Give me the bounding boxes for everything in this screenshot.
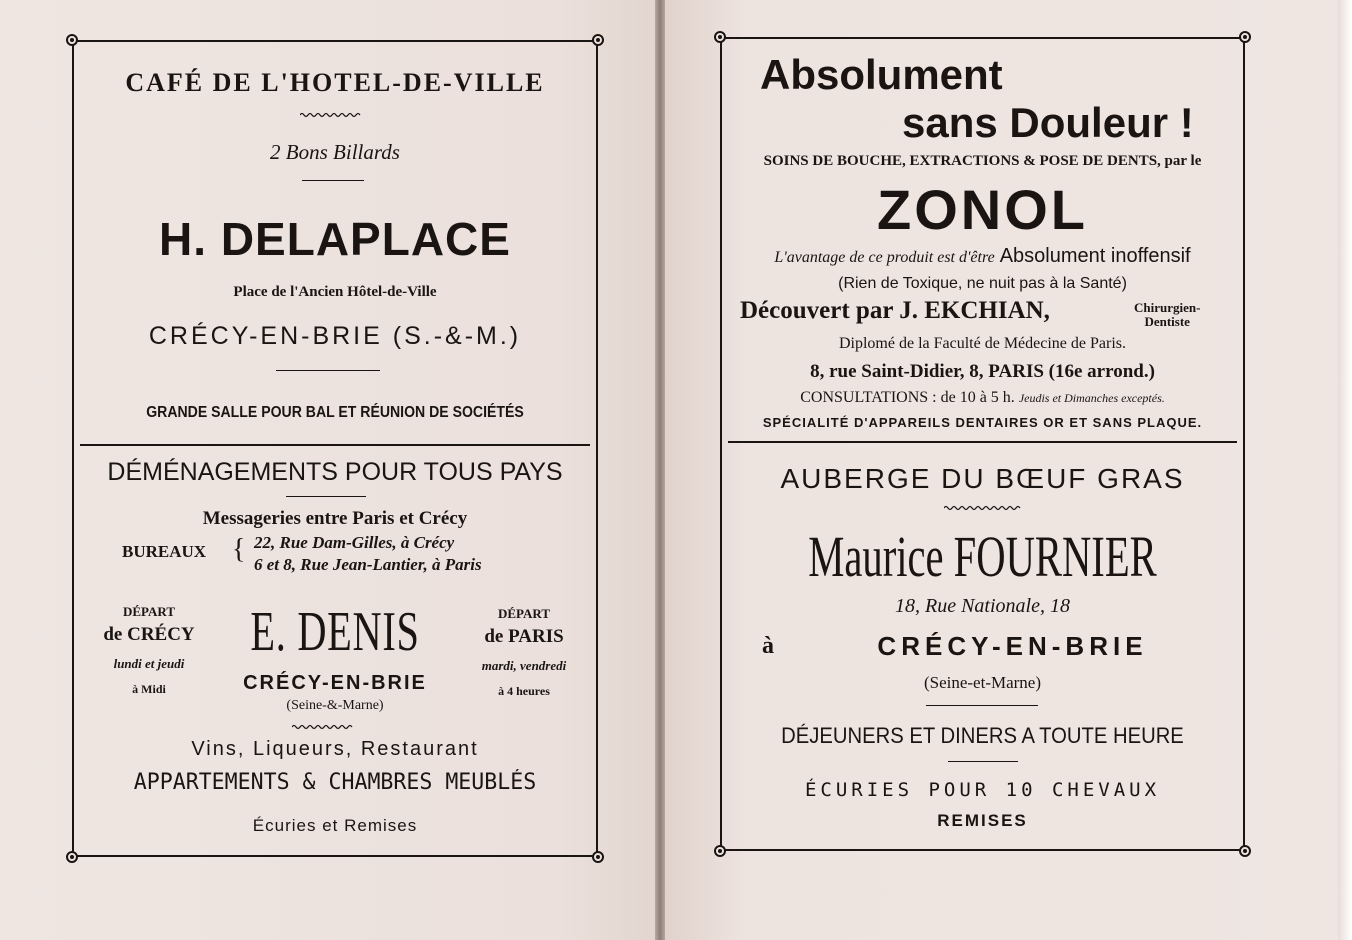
cafe-title: CAFÉ DE L'HOTEL-DE-VILLE <box>125 68 545 97</box>
vins-text: Vins, Liqueurs, Restaurant <box>191 738 479 760</box>
depart-label: DÉPART <box>497 606 551 621</box>
bureaux-line: 6 et 8, Rue Jean-Lantier, à Paris <box>254 555 482 574</box>
auberge-dejeuners: DÉJEUNERS ET DINERS A TOUTE HEURE <box>781 723 1184 748</box>
bureaux-label: BUREAUX <box>122 542 207 561</box>
corner-ornament-icon <box>592 851 604 863</box>
billards-text: 2 Bons Billards <box>270 140 400 164</box>
zonol-headline-1: Absolument <box>760 51 1003 98</box>
zonol-headline-2: sans Douleur ! <box>902 99 1194 146</box>
demenagements-title: DÉMÉNAGEMENTS POUR TOUS PAYS <box>107 458 563 486</box>
appartements-text: APPARTEMENTS & CHAMBRES MEUBLÉS <box>133 770 537 795</box>
denis-town: CRÉCY-EN-BRIE <box>243 672 427 694</box>
zonol-brand: ZONOL <box>877 178 1088 241</box>
auberge-dept: (Seine-et-Marne) <box>923 673 1042 692</box>
page-edge <box>1338 0 1352 940</box>
wavy-divider-icon <box>292 724 354 730</box>
auberge-town: CRÉCY-EN-BRIE <box>877 631 1148 661</box>
short-rule <box>286 496 366 497</box>
section-divider <box>728 441 1237 443</box>
auberge-a: à <box>762 633 774 659</box>
avantage-italic: L'avantage de ce produit est d'être <box>774 249 995 266</box>
avantage-rest: Absolument inoffensif <box>999 245 1191 267</box>
title-line: Dentiste <box>1144 314 1190 329</box>
depart-time: à Midi <box>132 682 166 696</box>
corner-ornament-icon <box>714 31 726 43</box>
ecuries-text: Écuries et Remises <box>252 816 418 835</box>
bureaux-line: 22, Rue Dam-Gilles, à Crécy <box>254 533 455 552</box>
wavy-divider-icon <box>944 505 1022 511</box>
depart-place: de CRÉCY <box>103 624 195 645</box>
short-rule <box>926 705 1038 706</box>
zonol-title <box>1134 301 1200 329</box>
depart-days: mardi, vendredi <box>481 658 567 673</box>
zonol-consult <box>722 389 1243 407</box>
zonol-diplome: Diplomé de la Faculté de Médecine de Paris. <box>838 335 1126 352</box>
left-ad-frame <box>72 40 598 857</box>
fournier-name: Maurice FOURNIER <box>808 524 1157 589</box>
messageries-text: Messageries entre Paris et Crécy <box>202 508 468 529</box>
corner-ornament-icon <box>66 34 78 46</box>
consult-text: CONSULTATIONS : de 10 à 5 h. <box>800 389 1015 406</box>
cafe-place: Place de l'Ancien Hôtel-de-Ville <box>233 284 437 300</box>
zonol-soins: SOINS DE BOUCHE, EXTRACTIONS & POSE DE DENTS, par le <box>763 153 1202 169</box>
auberge-ecuries: ÉCURIES POUR 10 CHEVAUX <box>804 779 1161 801</box>
corner-ornament-icon <box>1239 31 1251 43</box>
book-gutter <box>655 0 665 940</box>
zonol-rien: (Rien de Toxique, ne nuit pas à la Santé) <box>838 275 1127 292</box>
zonol-specialite: SPÉCIALITÉ D'APPAREILS DENTAIRES OR ET SANS PLAQUE. <box>762 415 1203 430</box>
consult-italic: Jeudis et Dimanches exceptés. <box>1018 391 1165 405</box>
bureaux-addresses <box>254 532 482 576</box>
corner-ornament-icon <box>66 851 78 863</box>
wavy-divider-icon <box>300 112 362 118</box>
section-divider <box>80 444 590 446</box>
depart-label: DÉPART <box>122 604 176 619</box>
auberge-title: AUBERGE DU BŒUF GRAS <box>780 463 1185 494</box>
cafe-town: CRÉCY-EN-BRIE (S.-&-M.) <box>148 322 522 350</box>
corner-ornament-icon <box>714 845 726 857</box>
short-rule <box>948 761 1018 762</box>
title-line: Chirurgien- <box>1134 300 1201 315</box>
delaplace-name: H. DELAPLACE <box>159 213 511 265</box>
salle-text: GRANDE SALLE POUR BAL ET RÉUNION DE SOCIÉTÉS <box>146 404 524 421</box>
auberge-remises: REMISES <box>937 811 1028 830</box>
denis-name: E. DENIS <box>250 601 420 663</box>
depart-days: lundi et jeudi <box>113 656 185 671</box>
short-rule <box>276 370 380 371</box>
depart-time: à 4 heures <box>498 684 550 698</box>
corner-ornament-icon <box>1239 845 1251 857</box>
depart-place: de PARIS <box>484 626 564 647</box>
zonol-decouvert: Découvert par J. EKCHIAN, <box>740 297 1050 324</box>
brace-icon: { <box>232 534 246 565</box>
zonol-avantage <box>722 245 1243 268</box>
denis-dept: (Seine-&-Marne) <box>286 698 384 713</box>
auberge-rue: 18, Rue Nationale, 18 <box>895 595 1070 617</box>
short-rule <box>302 180 364 181</box>
corner-ornament-icon <box>592 34 604 46</box>
zonol-adresse: 8, rue Saint-Didier, 8, PARIS (16e arrond.) <box>810 361 1155 382</box>
right-ad-frame <box>720 37 1245 851</box>
